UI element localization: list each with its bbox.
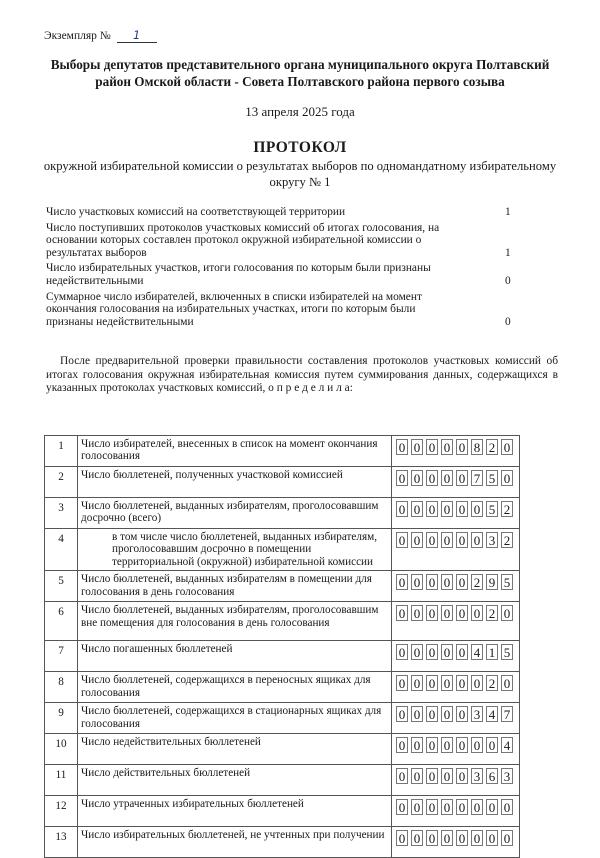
digit-box: 0 [501, 799, 513, 815]
digit-box: 2 [471, 574, 483, 590]
stat-value: 0 [505, 315, 511, 328]
digit-box: 0 [471, 501, 483, 517]
digit-box: 0 [456, 574, 468, 590]
digit-box: 0 [426, 605, 438, 621]
table-row [45, 765, 520, 796]
table-row [45, 467, 520, 498]
stat-label: Число участковых комиссий на соответствующей территории [46, 206, 346, 218]
digit-box: 0 [441, 644, 453, 660]
election-date: 13 апреля 2025 года [245, 104, 355, 119]
row-digit-boxes [392, 467, 520, 498]
row-number: 9 [45, 703, 78, 734]
row-description: Число избирательных бюллетеней, не учтенных при получении [78, 827, 392, 858]
digit-box: 0 [411, 644, 423, 660]
row-description: Число избирателей, внесенных в список на момент окончания голосования [78, 436, 392, 467]
row-number: 5 [45, 571, 78, 602]
digit-box: 0 [396, 675, 408, 691]
row-digit-boxes [392, 703, 520, 734]
digit-box: 0 [501, 830, 513, 846]
digit-box: 0 [426, 737, 438, 753]
digit-box: 0 [396, 532, 408, 548]
protocol-subtitle: окружной избирательной комиссии о результатах выборов по одномандатному избирательному округу № 1 [43, 159, 557, 189]
digit-box: 0 [441, 605, 453, 621]
decision-paragraph: После предварительной проверки правильности составления протоколов участковых комиссий об итогах голосования окружная избирательная комиссия путем суммирования данных, содержащихся в указанных протоколах участковых комиссий, о п р е д е л и л а: [46, 355, 558, 395]
digit-box: 0 [411, 737, 423, 753]
digit-box: 0 [396, 439, 408, 455]
digit-box: 4 [471, 644, 483, 660]
digit-box: 0 [441, 830, 453, 846]
digit-box: 0 [396, 706, 408, 722]
digit-box: 0 [456, 501, 468, 517]
digit-box: 5 [486, 501, 498, 517]
digit-box: 0 [441, 439, 453, 455]
digit-box: 0 [456, 470, 468, 486]
table-row [45, 827, 520, 858]
copy-label: Экземпляр № [44, 30, 111, 42]
protocol-heading: ПРОТОКОЛ [253, 139, 347, 156]
digit-box: 0 [456, 706, 468, 722]
digit-box: 0 [441, 706, 453, 722]
stat-value: 1 [505, 206, 511, 218]
row-number: 3 [45, 498, 78, 529]
digit-box: 0 [426, 644, 438, 660]
digit-box: 0 [441, 470, 453, 486]
digit-box: 0 [426, 501, 438, 517]
digit-box: 0 [486, 830, 498, 846]
row-number: 6 [45, 602, 78, 641]
digit-box: 2 [486, 675, 498, 691]
row-description: Число бюллетеней, выданных избирателям, проголосовавшим досрочно (всего) [78, 498, 392, 529]
row-digit-boxes [392, 672, 520, 703]
digit-box: 0 [411, 605, 423, 621]
digit-box: 8 [471, 439, 483, 455]
row-description: Число утраченных избирательных бюллетеней [78, 796, 392, 827]
table-row [45, 498, 520, 529]
row-description: Число бюллетеней, выданных избирателям в помещении для голосования в день голосования [78, 571, 392, 602]
digit-box: 0 [471, 605, 483, 621]
digit-box: 0 [411, 439, 423, 455]
digit-box: 0 [456, 737, 468, 753]
digit-box: 0 [441, 675, 453, 691]
digit-box: 0 [471, 675, 483, 691]
row-number: 12 [45, 796, 78, 827]
row-number: 13 [45, 827, 78, 858]
row-digit-boxes [392, 796, 520, 827]
digit-box: 0 [426, 675, 438, 691]
table-row [45, 796, 520, 827]
digit-box: 0 [411, 574, 423, 590]
digit-box: 0 [456, 675, 468, 691]
digit-box: 0 [441, 799, 453, 815]
table-row [45, 703, 520, 734]
digit-box: 7 [501, 706, 513, 722]
digit-box: 0 [426, 830, 438, 846]
digit-box: 2 [486, 605, 498, 621]
row-digit-boxes [392, 734, 520, 765]
table-row [45, 602, 520, 641]
digit-box: 0 [456, 605, 468, 621]
digit-box: 0 [441, 501, 453, 517]
digit-box: 0 [411, 675, 423, 691]
table-row [45, 734, 520, 765]
stat-label: Число избирательных участков, итоги голосования по которым были признаны недействительными [46, 262, 431, 287]
row-description: Число бюллетеней, содержащихся в переносных ящиках для голосования [78, 672, 392, 703]
digit-box: 0 [411, 501, 423, 517]
digit-box: 0 [396, 737, 408, 753]
digit-box: 0 [426, 574, 438, 590]
row-number: 10 [45, 734, 78, 765]
digit-box: 0 [396, 768, 408, 784]
digit-box: 3 [486, 532, 498, 548]
digit-box: 0 [456, 799, 468, 815]
digit-box: 0 [456, 830, 468, 846]
row-digit-boxes [392, 765, 520, 796]
digit-box: 0 [501, 605, 513, 621]
digit-box: 7 [471, 470, 483, 486]
results-table [44, 435, 520, 858]
digit-box: 6 [486, 768, 498, 784]
row-digit-boxes [392, 641, 520, 672]
row-digit-boxes [392, 436, 520, 467]
row-number: 4 [45, 529, 78, 571]
row-description: Число бюллетеней, выданных избирателям, проголосовавшим вне помещения для голосования в день голосования [78, 602, 392, 641]
digit-box: 0 [486, 737, 498, 753]
row-digit-boxes [392, 529, 520, 571]
digit-box: 2 [501, 532, 513, 548]
row-description: Число погашенных бюллетеней [78, 641, 392, 672]
digit-box: 0 [426, 706, 438, 722]
stat-label: Число поступивших протоколов участковых комиссий об итогах голосования, на основании которых составлен протокол окружной избирательной комиссии о результатах выборов [46, 221, 440, 259]
digit-box: 0 [441, 532, 453, 548]
row-number: 11 [45, 765, 78, 796]
digit-box: 0 [411, 532, 423, 548]
digit-box: 0 [471, 830, 483, 846]
digit-box: 0 [456, 644, 468, 660]
digit-box: 0 [441, 737, 453, 753]
digit-box: 4 [486, 706, 498, 722]
digit-box: 0 [501, 470, 513, 486]
stat-line [46, 206, 526, 219]
digit-box: 0 [411, 768, 423, 784]
row-number: 1 [45, 436, 78, 467]
stat-value: 0 [505, 274, 511, 287]
stat-value: 1 [505, 246, 511, 259]
row-number: 8 [45, 672, 78, 703]
digit-box: 0 [501, 439, 513, 455]
digit-box: 0 [456, 439, 468, 455]
table-row [45, 571, 520, 602]
copy-number-handwritten: 1 [117, 28, 157, 43]
copy-number-line [44, 28, 157, 43]
digit-box: 0 [426, 470, 438, 486]
digit-box: 0 [441, 768, 453, 784]
digit-box: 9 [486, 574, 498, 590]
row-digit-boxes [392, 498, 520, 529]
digit-box: 3 [471, 768, 483, 784]
digit-box: 0 [411, 470, 423, 486]
row-digit-boxes [392, 602, 520, 641]
digit-box: 2 [501, 501, 513, 517]
stat-line [46, 262, 526, 287]
row-digit-boxes [392, 571, 520, 602]
digit-box: 0 [396, 605, 408, 621]
digit-box: 4 [501, 737, 513, 753]
digit-box: 2 [486, 439, 498, 455]
table-row [45, 641, 520, 672]
row-description: Число недействительных бюллетеней [78, 734, 392, 765]
digit-box: 5 [501, 644, 513, 660]
row-number: 7 [45, 641, 78, 672]
digit-box: 1 [486, 644, 498, 660]
digit-box: 0 [396, 470, 408, 486]
digit-box: 5 [486, 470, 498, 486]
digit-box: 0 [501, 675, 513, 691]
digit-box: 0 [396, 644, 408, 660]
row-description: Число бюллетеней, содержащихся в стационарных ящиках для голосования [78, 703, 392, 734]
election-title: Выборы депутатов представительного органа муниципального округа Полтавский район Омской области - Совета Полтавского района первого созыва [50, 57, 550, 89]
digit-box: 0 [426, 532, 438, 548]
digit-box: 0 [471, 737, 483, 753]
row-description: Число бюллетеней, полученных участковой комиссией [78, 467, 392, 498]
row-description: в том числе число бюллетеней, выданных избирателям, проголосовавшим досрочно в помещении территориальной (окружной) избирательной комиссии [78, 529, 392, 571]
table-row [45, 672, 520, 703]
row-digit-boxes [392, 827, 520, 858]
digit-box: 5 [501, 574, 513, 590]
digit-box: 0 [456, 532, 468, 548]
digit-box: 3 [501, 768, 513, 784]
table-row [45, 529, 520, 571]
digit-box: 0 [396, 799, 408, 815]
digit-box: 0 [411, 830, 423, 846]
digit-box: 0 [471, 532, 483, 548]
digit-box: 0 [396, 830, 408, 846]
row-description: Число действительных бюллетеней [78, 765, 392, 796]
stat-line [46, 291, 526, 329]
stat-label: Суммарное число избирателей, включенных в списки избирателей на момент окончания голосования на избирательных участках, итоги по которым были признаны недействительными [46, 290, 422, 328]
digit-box: 3 [471, 706, 483, 722]
digit-box: 0 [396, 574, 408, 590]
digit-box: 0 [411, 799, 423, 815]
digit-box: 0 [411, 706, 423, 722]
digit-box: 0 [441, 574, 453, 590]
digit-box: 0 [471, 799, 483, 815]
commission-stats [46, 206, 526, 331]
digit-box: 0 [426, 439, 438, 455]
table-row [45, 436, 520, 467]
digit-box: 0 [396, 501, 408, 517]
row-number: 2 [45, 467, 78, 498]
digit-box: 0 [426, 768, 438, 784]
digit-box: 0 [456, 768, 468, 784]
digit-box: 0 [426, 799, 438, 815]
stat-line [46, 222, 526, 260]
digit-box: 0 [486, 799, 498, 815]
